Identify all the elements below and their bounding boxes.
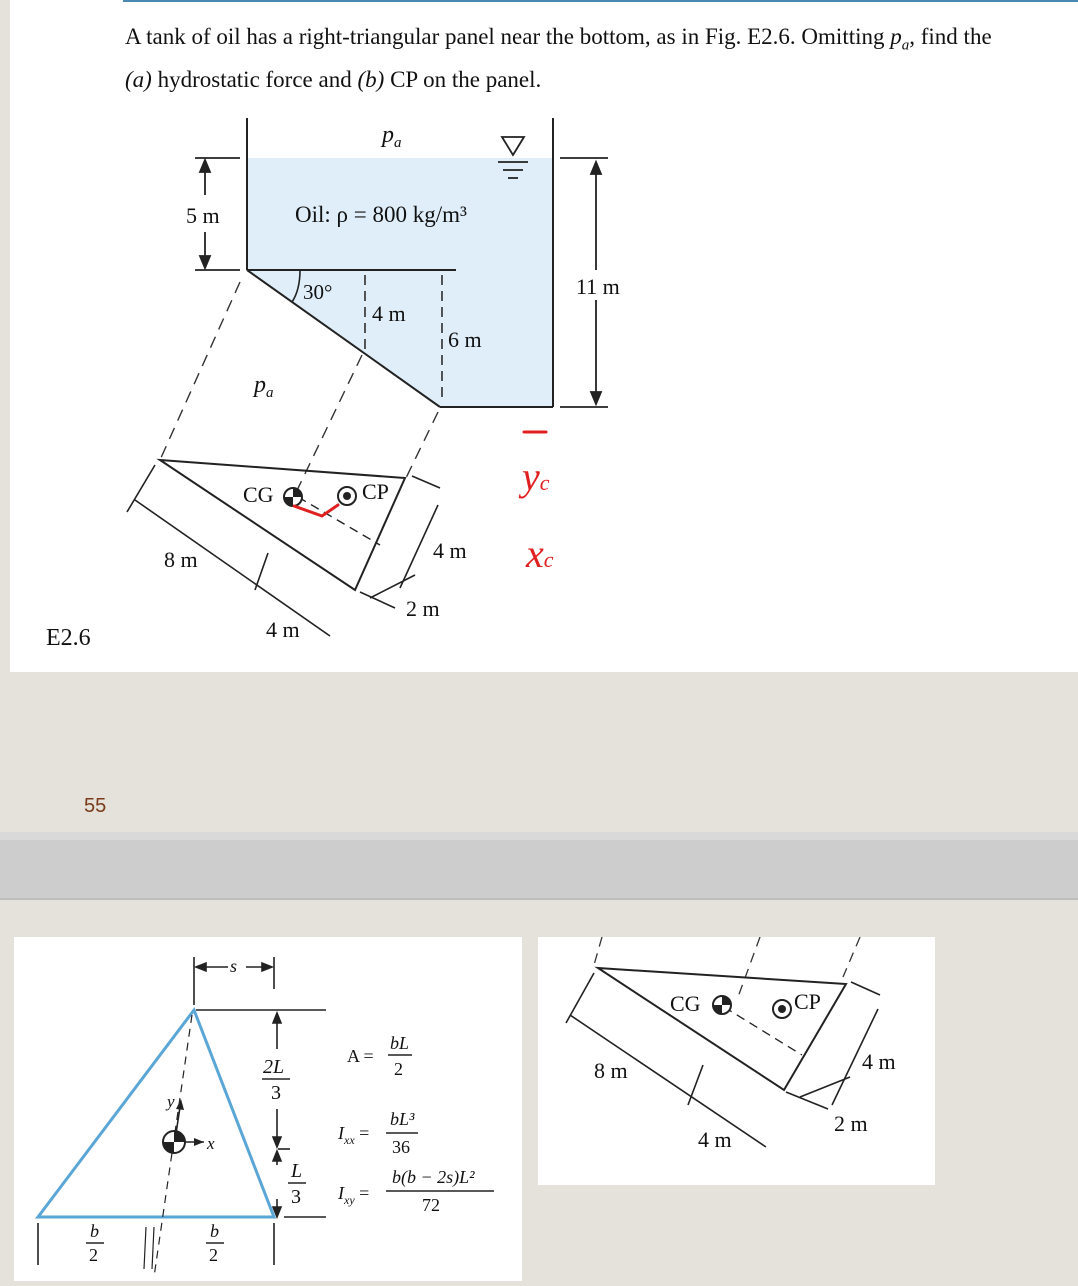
reference-triangle bbox=[38, 1010, 274, 1217]
triangle-properties-figure bbox=[14, 937, 522, 1281]
depth-5m-label: 5 m bbox=[186, 203, 220, 228]
pa-variable: p bbox=[890, 24, 902, 49]
problem-line2-end: CP on the panel. bbox=[384, 66, 542, 92]
zoom-cp-symbol bbox=[773, 1000, 791, 1018]
area-num: bL bbox=[390, 1033, 410, 1053]
slide-divider-line bbox=[0, 898, 1078, 900]
ixx-num: bL³ bbox=[390, 1109, 415, 1129]
figure-label: E2.6 bbox=[46, 625, 91, 651]
svg-text:xc bbox=[525, 531, 554, 576]
slide-divider-band bbox=[0, 840, 1078, 898]
x-axis-label: x bbox=[207, 1134, 215, 1153]
two-l-den: 3 bbox=[271, 1082, 281, 1104]
svg-text:Ixy =: $I_{xy}$ = bbox=[338, 1183, 370, 1207]
xc-annotation: x bbox=[526, 531, 544, 576]
l-den: 3 bbox=[291, 1186, 301, 1208]
b-half-left-den: 2 bbox=[89, 1245, 98, 1265]
cg-label: CG bbox=[243, 482, 274, 507]
b-half-right-num: b bbox=[210, 1221, 219, 1241]
svg-text:pa bbox=[252, 372, 274, 401]
ixy-sub: xy bbox=[344, 1193, 355, 1207]
ixy-den: 72 bbox=[422, 1195, 440, 1215]
part-b-label: (b) bbox=[357, 66, 385, 92]
zoom-cg-symbol bbox=[713, 996, 731, 1014]
part-a-label: (a) bbox=[125, 66, 152, 92]
svg-text:pa bbox=[380, 122, 402, 151]
panel-2m-label: 2 m bbox=[406, 596, 440, 621]
panel-8m-label: 8 m bbox=[164, 547, 198, 572]
angle-label: 30° bbox=[303, 280, 333, 304]
zoom-4m-label: 4 m bbox=[698, 1127, 732, 1152]
ixy-num: b(b − 2s)L² bbox=[392, 1167, 475, 1187]
oil-region bbox=[247, 158, 553, 407]
oil-density-label: Oil: ρ = 800 kg/m³ bbox=[295, 202, 467, 227]
b-half-left-num: b bbox=[90, 1221, 99, 1241]
ixx-sub: xx bbox=[344, 1133, 355, 1147]
svg-text:Ixx =: $I_{xx}$ = bbox=[338, 1123, 370, 1147]
depth-11m-label: 11 m bbox=[576, 274, 620, 299]
problem-line2-text: hydrostatic force and bbox=[151, 66, 358, 92]
slide-number: 55 bbox=[84, 795, 107, 817]
depth-6m-label: 6 m bbox=[448, 327, 482, 352]
y-axis-label: y bbox=[167, 1092, 175, 1111]
two-l-num: 2L bbox=[263, 1056, 285, 1078]
pa-side-sub: a bbox=[266, 385, 274, 401]
svg-text:yc bbox=[518, 454, 550, 499]
slide-divider-light bbox=[0, 832, 1078, 840]
zoom-4m-right-label: 4 m bbox=[862, 1049, 896, 1074]
pa-top-sub: a bbox=[394, 135, 402, 151]
pa-top-label: p bbox=[382, 122, 394, 148]
pa-subscript: a bbox=[901, 37, 910, 54]
ixx-lhs: I bbox=[338, 1123, 344, 1143]
triangle-formula-card bbox=[14, 937, 522, 1281]
area-lhs: A = bbox=[347, 1046, 374, 1066]
cp-label: CP bbox=[362, 479, 389, 504]
zoom-cp-label: CP bbox=[794, 989, 821, 1014]
zoom-cg-label: CG bbox=[670, 991, 701, 1016]
area-den: 2 bbox=[394, 1059, 403, 1079]
problem-line1-text: A tank of oil has a right-triangular panel near the bottom, as in Fig. E2.6. Omitting bbox=[125, 24, 891, 49]
zoom-2m-label: 2 m bbox=[834, 1111, 868, 1136]
l-num: L bbox=[291, 1160, 303, 1182]
zoom-panel-triangle bbox=[598, 968, 846, 1090]
panel-zoom-figure bbox=[538, 937, 935, 1185]
b-half-right-den: 2 bbox=[209, 1245, 218, 1265]
yc-sub: c bbox=[539, 470, 550, 495]
panel-4m-bottom-label: 4 m bbox=[266, 617, 300, 642]
panel-zoom-card bbox=[538, 937, 935, 1185]
depth-4m-label: 4 m bbox=[372, 301, 406, 326]
ixy-lhs: I bbox=[338, 1183, 344, 1203]
yc-annotation: y bbox=[522, 454, 540, 499]
pa-side-label: p bbox=[254, 372, 266, 398]
zoom-8m-label: 8 m bbox=[594, 1058, 628, 1083]
ixx-den: 36 bbox=[392, 1137, 410, 1157]
cg-symbol bbox=[284, 488, 302, 506]
problem-line1-end: , find the bbox=[909, 24, 992, 49]
red-annotation-marks bbox=[294, 432, 546, 516]
s-label: s bbox=[230, 956, 238, 976]
centroid-symbol bbox=[163, 1131, 185, 1153]
xc-sub: c bbox=[543, 547, 554, 572]
panel-4m-label: 4 m bbox=[433, 538, 467, 563]
cp-symbol bbox=[338, 487, 356, 505]
